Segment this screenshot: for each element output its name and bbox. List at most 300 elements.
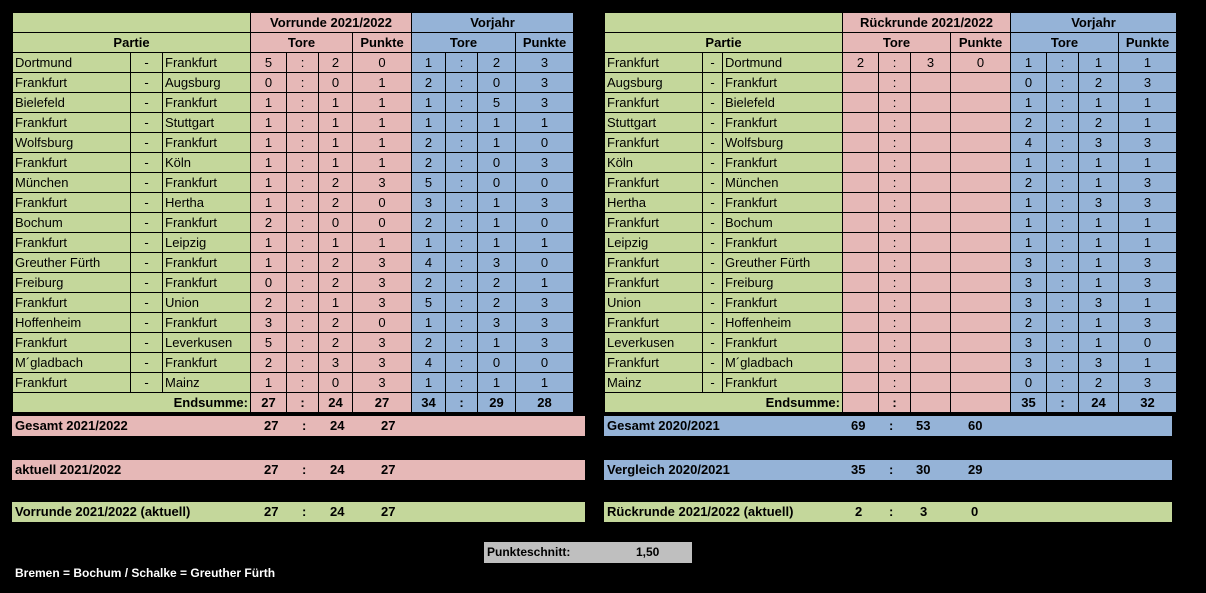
- points-cell: [951, 313, 1011, 333]
- prev-points-cell: 0: [516, 133, 574, 153]
- away-team-cell: Köln: [163, 153, 251, 173]
- dash-cell: -: [131, 293, 163, 313]
- goals-against-cell: [911, 233, 951, 253]
- sum-cell: 29: [478, 393, 516, 413]
- match-row: [605, 273, 1177, 293]
- home-team-cell: Wolfsburg: [13, 133, 131, 153]
- goals-against-cell: [911, 193, 951, 213]
- goals-against-cell: 2: [319, 253, 353, 273]
- goals-for-cell: [843, 273, 879, 293]
- colon-cell: :: [287, 193, 319, 213]
- home-team-cell: Frankfurt: [605, 353, 703, 373]
- prev-points-cell: 3: [516, 93, 574, 113]
- colon-cell: :: [879, 233, 911, 253]
- dash-cell: -: [131, 253, 163, 273]
- home-team-cell: Frankfurt: [605, 133, 703, 153]
- tore-header: Tore: [843, 33, 951, 53]
- prev-goals-for-cell: 3: [1011, 273, 1047, 293]
- dash-cell: -: [703, 153, 723, 173]
- dash-cell: -: [703, 353, 723, 373]
- colon-cell: :: [287, 253, 319, 273]
- colon-cell: :: [446, 273, 478, 293]
- goals-for-cell: 1: [251, 153, 287, 173]
- prev-goals-for-cell: 2: [412, 133, 446, 153]
- prev-goals-for-cell: 2: [1011, 173, 1047, 193]
- colon-cell: :: [287, 113, 319, 133]
- goals-for-cell: 2: [843, 53, 879, 73]
- bar-value: 27: [264, 504, 279, 519]
- bar-sep: :: [889, 462, 894, 477]
- prev-points-cell: 1: [516, 233, 574, 253]
- bar-value: 53: [916, 418, 931, 433]
- prev-goals-for-cell: 3: [1011, 293, 1047, 313]
- goals-for-cell: [843, 173, 879, 193]
- sum-cell: 35: [1011, 393, 1047, 413]
- vorjahr-punkte-header: Punkte: [516, 33, 574, 53]
- dash-cell: -: [131, 93, 163, 113]
- goals-against-cell: 2: [319, 333, 353, 353]
- home-team-cell: Frankfurt: [13, 113, 131, 133]
- away-team-cell: Leipzig: [163, 233, 251, 253]
- goals-for-cell: [843, 373, 879, 393]
- points-cell: [951, 193, 1011, 213]
- goals-for-cell: 1: [251, 133, 287, 153]
- home-team-cell: Frankfurt: [13, 153, 131, 173]
- dash-cell: -: [131, 313, 163, 333]
- endsumme-label: Endsumme:: [13, 393, 251, 413]
- prev-goals-for-cell: 1: [412, 313, 446, 333]
- points-cell: 3: [353, 373, 412, 393]
- colon-cell: :: [287, 313, 319, 333]
- match-row: [13, 333, 574, 353]
- colon-cell: :: [1047, 253, 1079, 273]
- goals-for-cell: 1: [251, 193, 287, 213]
- goals-against-cell: [911, 73, 951, 93]
- points-cell: [951, 93, 1011, 113]
- goals-against-cell: 1: [319, 113, 353, 133]
- prev-points-cell: 3: [516, 293, 574, 313]
- home-team-cell: München: [13, 173, 131, 193]
- bar-value: 0: [971, 504, 979, 519]
- prev-goals-for-cell: 3: [412, 193, 446, 213]
- points-cell: 1: [353, 73, 412, 93]
- match-row: [605, 93, 1177, 113]
- points-cell: 3: [353, 353, 412, 373]
- away-team-cell: Frankfurt: [163, 213, 251, 233]
- prev-goals-for-cell: 3: [1011, 333, 1047, 353]
- prev-goals-for-cell: 1: [412, 233, 446, 253]
- colon-cell: :: [287, 333, 319, 353]
- prev-points-cell: 1: [1119, 153, 1177, 173]
- colon-cell: :: [446, 193, 478, 213]
- tore-header: Tore: [251, 33, 353, 53]
- points-cell: 0: [951, 53, 1011, 73]
- bar-value: 27: [381, 462, 396, 477]
- points-cell: [951, 173, 1011, 193]
- points-cell: 0: [353, 193, 412, 213]
- colon-cell: :: [287, 73, 319, 93]
- bar-value: 2: [855, 504, 863, 519]
- bar-sep: :: [889, 504, 894, 519]
- prev-points-cell: 0: [516, 353, 574, 373]
- dash-cell: -: [131, 333, 163, 353]
- aktuell-bar: [12, 460, 585, 480]
- dash-cell: -: [703, 313, 723, 333]
- home-team-cell: Augsburg: [605, 73, 703, 93]
- colon-cell: :: [446, 153, 478, 173]
- colon-cell: :: [1047, 133, 1079, 153]
- bar-label: Vorrunde 2021/2022 (aktuell): [15, 504, 191, 519]
- match-row: [605, 113, 1177, 133]
- prev-goals-for-cell: 1: [1011, 53, 1047, 73]
- away-team-cell: Leverkusen: [163, 333, 251, 353]
- sum-cell: :: [287, 393, 319, 413]
- goals-for-cell: 2: [251, 213, 287, 233]
- points-cell: 0: [353, 313, 412, 333]
- match-row: [13, 93, 574, 113]
- vorrunde-aktuell-bar: [12, 502, 585, 522]
- prev-goals-against-cell: 1: [478, 333, 516, 353]
- prev-goals-for-cell: 5: [412, 293, 446, 313]
- colon-cell: :: [879, 373, 911, 393]
- header-blank: [605, 13, 843, 33]
- home-team-cell: Bielefeld: [13, 93, 131, 113]
- home-team-cell: Frankfurt: [605, 213, 703, 233]
- colon-cell: :: [1047, 193, 1079, 213]
- prev-points-cell: 3: [516, 333, 574, 353]
- prev-goals-against-cell: 1: [1079, 333, 1119, 353]
- colon-cell: :: [1047, 273, 1079, 293]
- away-team-cell: Frankfurt: [723, 153, 843, 173]
- goals-against-cell: [911, 113, 951, 133]
- colon-cell: :: [1047, 73, 1079, 93]
- goals-for-cell: 1: [251, 93, 287, 113]
- goals-against-cell: [911, 293, 951, 313]
- goals-against-cell: 0: [319, 213, 353, 233]
- prev-goals-against-cell: 0: [478, 173, 516, 193]
- prev-points-cell: 1: [1119, 293, 1177, 313]
- prev-goals-for-cell: 1: [1011, 193, 1047, 213]
- prev-points-cell: 3: [1119, 313, 1177, 333]
- home-team-cell: Frankfurt: [605, 253, 703, 273]
- colon-cell: :: [879, 133, 911, 153]
- colon-cell: :: [879, 313, 911, 333]
- prev-goals-against-cell: 1: [1079, 93, 1119, 113]
- away-team-cell: Union: [163, 293, 251, 313]
- prev-goals-against-cell: 1: [478, 133, 516, 153]
- match-row: [605, 53, 1177, 73]
- goals-against-cell: [911, 273, 951, 293]
- goals-for-cell: [843, 113, 879, 133]
- goals-against-cell: [911, 93, 951, 113]
- home-team-cell: Mainz: [605, 373, 703, 393]
- prev-goals-against-cell: 3: [1079, 193, 1119, 213]
- points-cell: 3: [353, 253, 412, 273]
- sum-cell: 32: [1119, 393, 1177, 413]
- goals-against-cell: 1: [319, 133, 353, 153]
- prev-points-cell: 1: [1119, 353, 1177, 373]
- sum-cell: 27: [353, 393, 412, 413]
- bar-sep: :: [302, 418, 307, 433]
- match-row: [605, 173, 1177, 193]
- prev-goals-against-cell: 1: [1079, 253, 1119, 273]
- rueckrunde-aktuell-bar: [604, 502, 1172, 522]
- away-team-cell: Frankfurt: [163, 273, 251, 293]
- away-team-cell: Frankfurt: [723, 113, 843, 133]
- match-row: [605, 193, 1177, 213]
- vorjahr-title: Vorjahr: [412, 13, 574, 33]
- away-team-cell: Frankfurt: [163, 133, 251, 153]
- away-team-cell: Mainz: [163, 373, 251, 393]
- colon-cell: :: [287, 153, 319, 173]
- match-row: [13, 313, 574, 333]
- partie-header: Partie: [605, 33, 843, 53]
- rueckrunde-table: [604, 12, 1177, 413]
- bar-label: Gesamt 2021/2022: [15, 418, 128, 433]
- points-cell: 3: [353, 293, 412, 313]
- dash-cell: -: [703, 113, 723, 133]
- punkteschnitt-label: Punkteschnitt:: [487, 545, 571, 559]
- footnote: Bremen = Bochum / Schalke = Greuther Fürth: [15, 566, 276, 580]
- away-team-cell: Freiburg: [723, 273, 843, 293]
- prev-points-cell: 3: [516, 313, 574, 333]
- colon-cell: :: [879, 73, 911, 93]
- points-cell: [951, 333, 1011, 353]
- home-team-cell: Frankfurt: [605, 53, 703, 73]
- points-cell: 3: [353, 173, 412, 193]
- match-row: [13, 353, 574, 373]
- colon-cell: :: [287, 53, 319, 73]
- dash-cell: -: [703, 213, 723, 233]
- colon-cell: :: [287, 173, 319, 193]
- away-team-cell: Bochum: [723, 213, 843, 233]
- prev-goals-for-cell: 2: [412, 213, 446, 233]
- away-team-cell: Greuther Fürth: [723, 253, 843, 273]
- colon-cell: :: [446, 233, 478, 253]
- prev-goals-for-cell: 3: [1011, 353, 1047, 373]
- colon-cell: :: [446, 333, 478, 353]
- colon-cell: :: [287, 93, 319, 113]
- goals-against-cell: 2: [319, 193, 353, 213]
- colon-cell: :: [1047, 213, 1079, 233]
- goals-against-cell: [911, 313, 951, 333]
- colon-cell: :: [1047, 313, 1079, 333]
- bar-value: 60: [968, 418, 983, 433]
- match-row: [605, 313, 1177, 333]
- prev-goals-for-cell: 3: [1011, 253, 1047, 273]
- colon-cell: :: [446, 313, 478, 333]
- goals-for-cell: [843, 253, 879, 273]
- goals-against-cell: 2: [319, 53, 353, 73]
- vorjahr-title: Vorjahr: [1011, 13, 1177, 33]
- home-team-cell: M´gladbach: [13, 353, 131, 373]
- goals-against-cell: 3: [319, 353, 353, 373]
- prev-goals-for-cell: 1: [412, 373, 446, 393]
- points-cell: 3: [353, 333, 412, 353]
- prev-goals-for-cell: 2: [412, 153, 446, 173]
- colon-cell: :: [446, 113, 478, 133]
- prev-goals-against-cell: 3: [478, 253, 516, 273]
- match-row: [605, 373, 1177, 393]
- home-team-cell: Hertha: [605, 193, 703, 213]
- prev-goals-against-cell: 5: [478, 93, 516, 113]
- points-cell: [951, 233, 1011, 253]
- prev-points-cell: 1: [516, 113, 574, 133]
- vergleich-bar: [604, 460, 1172, 480]
- colon-cell: :: [879, 113, 911, 133]
- punkteschnitt-box: [484, 542, 692, 563]
- dash-cell: -: [131, 353, 163, 373]
- prev-goals-for-cell: 4: [412, 353, 446, 373]
- away-team-cell: Frankfurt: [163, 353, 251, 373]
- prev-goals-for-cell: 4: [412, 253, 446, 273]
- colon-cell: :: [446, 73, 478, 93]
- home-team-cell: Frankfurt: [13, 333, 131, 353]
- match-row: [13, 373, 574, 393]
- colon-cell: :: [879, 173, 911, 193]
- colon-cell: :: [287, 213, 319, 233]
- goals-against-cell: [911, 373, 951, 393]
- dash-cell: -: [703, 133, 723, 153]
- sum-cell: 28: [516, 393, 574, 413]
- points-cell: [951, 293, 1011, 313]
- goals-for-cell: 1: [251, 173, 287, 193]
- match-row: [605, 253, 1177, 273]
- gesamt-2021-bar: [604, 416, 1172, 436]
- home-team-cell: Frankfurt: [605, 313, 703, 333]
- prev-points-cell: 0: [516, 173, 574, 193]
- sum-cell: :: [1047, 393, 1079, 413]
- sum-cell: :: [446, 393, 478, 413]
- away-team-cell: Frankfurt: [723, 73, 843, 93]
- points-cell: 0: [353, 53, 412, 73]
- home-team-cell: Frankfurt: [13, 73, 131, 93]
- prev-points-cell: 3: [516, 153, 574, 173]
- dash-cell: -: [703, 173, 723, 193]
- bar-sep: :: [302, 504, 307, 519]
- match-row: [605, 233, 1177, 253]
- colon-cell: :: [1047, 333, 1079, 353]
- prev-goals-for-cell: 2: [1011, 113, 1047, 133]
- prev-points-cell: 3: [1119, 373, 1177, 393]
- rueckrunde-title: Rückrunde 2021/2022: [843, 13, 1011, 33]
- match-row: [605, 293, 1177, 313]
- prev-points-cell: 1: [1119, 93, 1177, 113]
- colon-cell: :: [1047, 113, 1079, 133]
- prev-goals-against-cell: 2: [478, 273, 516, 293]
- prev-goals-for-cell: 2: [1011, 313, 1047, 333]
- prev-goals-against-cell: 1: [478, 113, 516, 133]
- prev-goals-for-cell: 0: [1011, 73, 1047, 93]
- prev-goals-for-cell: 1: [412, 53, 446, 73]
- colon-cell: :: [1047, 93, 1079, 113]
- goals-against-cell: [911, 133, 951, 153]
- bar-value: 27: [381, 418, 396, 433]
- prev-points-cell: 3: [1119, 193, 1177, 213]
- dash-cell: -: [703, 273, 723, 293]
- dash-cell: -: [703, 373, 723, 393]
- away-team-cell: Bielefeld: [723, 93, 843, 113]
- goals-against-cell: [911, 333, 951, 353]
- prev-goals-against-cell: 2: [1079, 373, 1119, 393]
- prev-points-cell: 1: [516, 273, 574, 293]
- colon-cell: :: [446, 213, 478, 233]
- points-cell: [951, 73, 1011, 93]
- match-row: [13, 193, 574, 213]
- goals-against-cell: [911, 173, 951, 193]
- goals-against-cell: [911, 153, 951, 173]
- dash-cell: -: [131, 153, 163, 173]
- vorjahr-tore-header: Tore: [1011, 33, 1119, 53]
- sum-cell: 24: [1079, 393, 1119, 413]
- dash-cell: -: [131, 193, 163, 213]
- goals-for-cell: [843, 233, 879, 253]
- home-team-cell: Frankfurt: [13, 233, 131, 253]
- away-team-cell: Augsburg: [163, 73, 251, 93]
- goals-for-cell: [843, 93, 879, 113]
- prev-goals-against-cell: 1: [1079, 313, 1119, 333]
- goals-against-cell: 1: [319, 153, 353, 173]
- away-team-cell: Hertha: [163, 193, 251, 213]
- colon-cell: :: [446, 253, 478, 273]
- colon-cell: :: [1047, 353, 1079, 373]
- vorjahr-tore-header: Tore: [412, 33, 516, 53]
- prev-goals-for-cell: 1: [412, 113, 446, 133]
- points-cell: [951, 273, 1011, 293]
- points-cell: [951, 153, 1011, 173]
- colon-cell: :: [446, 293, 478, 313]
- match-row: [13, 273, 574, 293]
- prev-points-cell: 3: [516, 73, 574, 93]
- match-row: [13, 133, 574, 153]
- home-team-cell: Greuther Fürth: [13, 253, 131, 273]
- punkteschnitt-value: 1,50: [636, 545, 660, 559]
- partie-header: Partie: [13, 33, 251, 53]
- prev-goals-against-cell: 0: [478, 153, 516, 173]
- points-cell: [951, 253, 1011, 273]
- prev-points-cell: 3: [516, 193, 574, 213]
- prev-goals-for-cell: 1: [412, 93, 446, 113]
- prev-goals-for-cell: 2: [412, 273, 446, 293]
- match-row: [13, 233, 574, 253]
- colon-cell: :: [446, 373, 478, 393]
- points-cell: [951, 373, 1011, 393]
- bar-label: Vergleich 2020/2021: [607, 462, 730, 477]
- away-team-cell: Frankfurt: [723, 233, 843, 253]
- sum-cell: [911, 393, 951, 413]
- prev-goals-against-cell: 3: [478, 313, 516, 333]
- sum-cell: :: [879, 393, 911, 413]
- home-team-cell: Köln: [605, 153, 703, 173]
- dash-cell: -: [131, 273, 163, 293]
- goals-for-cell: [843, 73, 879, 93]
- away-team-cell: Stuttgart: [163, 113, 251, 133]
- home-team-cell: Frankfurt: [605, 273, 703, 293]
- bar-label: Rückrunde 2021/2022 (aktuell): [607, 504, 794, 519]
- dash-cell: -: [703, 93, 723, 113]
- dash-cell: -: [131, 173, 163, 193]
- sum-cell: 24: [319, 393, 353, 413]
- match-row: [605, 153, 1177, 173]
- dash-cell: -: [131, 113, 163, 133]
- colon-cell: :: [1047, 153, 1079, 173]
- goals-against-cell: 1: [319, 293, 353, 313]
- bar-value: 27: [381, 504, 396, 519]
- points-cell: [951, 133, 1011, 153]
- prev-goals-for-cell: 5: [412, 173, 446, 193]
- colon-cell: :: [446, 133, 478, 153]
- goals-against-cell: 2: [319, 173, 353, 193]
